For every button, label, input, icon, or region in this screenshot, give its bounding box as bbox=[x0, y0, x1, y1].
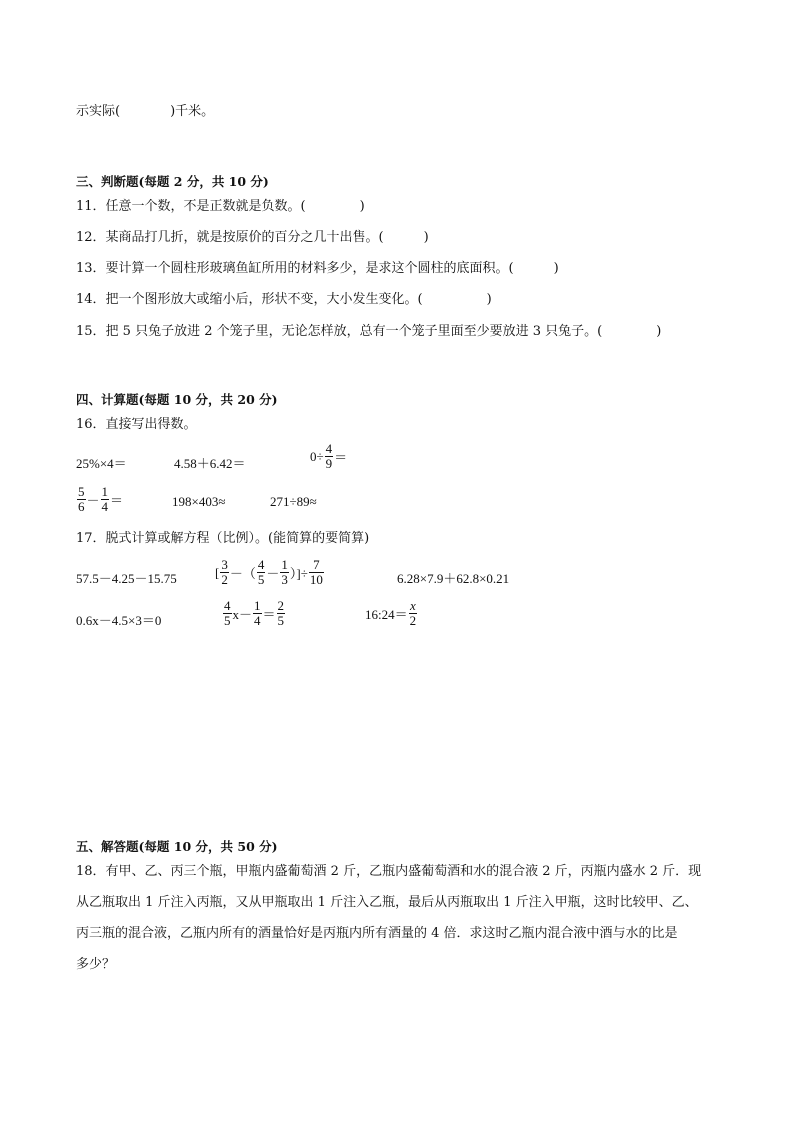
operator: － bbox=[266, 566, 280, 581]
numerator: 1 bbox=[281, 557, 288, 572]
q16-expr-6: 271÷89≈ bbox=[270, 494, 317, 509]
numerator: 7 bbox=[313, 557, 320, 572]
expr-text: 16:24＝ bbox=[365, 607, 408, 622]
denominator: 4 bbox=[101, 499, 109, 514]
denominator: 10 bbox=[309, 572, 323, 587]
item-text: 某商品打几折，就是按原价的百分之几十出售。( bbox=[105, 230, 384, 245]
item-close: ) bbox=[656, 324, 662, 339]
q16-expr-2: 4.58＋6.42＝ bbox=[174, 456, 246, 471]
bracket: [ bbox=[215, 564, 220, 580]
item-text: 把一个图形放大或缩小后，形状不变，大小发生变化。( bbox=[105, 292, 423, 307]
numerator: 4 bbox=[224, 598, 231, 613]
intro-text-a: 示实际( bbox=[76, 104, 121, 119]
numerator: 3 bbox=[221, 557, 228, 572]
denominator: 4 bbox=[254, 613, 261, 628]
question-16: 16．直接写出得数。 bbox=[76, 417, 197, 432]
operator: ＝ bbox=[262, 607, 276, 622]
question-18-line-2: 从乙瓶取出 1 斤注入丙瓶，又从甲瓶取出 1 斤注入乙瓶，最后从丙瓶取出 1 斤注入甲瓶，这时比较甲、乙、 bbox=[76, 895, 698, 910]
numerator: 4 bbox=[257, 557, 265, 572]
numerator: 1 bbox=[101, 484, 109, 499]
q16-expr-5: 198×403≈ bbox=[172, 494, 226, 509]
denominator: 5 bbox=[257, 572, 265, 587]
fraction bbox=[277, 599, 286, 628]
item-number: 14． bbox=[76, 292, 106, 307]
denominator: 9 bbox=[325, 456, 333, 471]
item-number: 15． bbox=[76, 324, 106, 339]
q17-expr-2 bbox=[215, 558, 325, 587]
item-close: ) bbox=[486, 292, 492, 307]
q16-expr-1: 25%×4＝ bbox=[76, 456, 127, 471]
bracket: ）]÷ bbox=[289, 566, 308, 581]
denominator: 6 bbox=[78, 499, 85, 514]
item-close: ) bbox=[359, 199, 365, 214]
judge-item-12 bbox=[76, 230, 429, 246]
section3-heading: 三、判断题(每题 2 分，共 10 分) bbox=[76, 174, 269, 189]
fraction bbox=[220, 558, 229, 587]
question-17: 17．脱式计算或解方程（比例）。(能简算的要简算) bbox=[76, 531, 370, 546]
fraction bbox=[77, 485, 86, 514]
item-text: 要计算一个圆柱形玻璃鱼缸所用的材料多少，是求这个圆柱的底面积。( bbox=[105, 261, 514, 276]
fraction bbox=[257, 558, 266, 587]
expr-text: 0÷ bbox=[310, 448, 324, 464]
numerator: 2 bbox=[277, 598, 285, 613]
denominator: 2 bbox=[221, 572, 228, 587]
intro-line bbox=[76, 104, 214, 120]
section5-heading: 五、解答题(每题 10 分，共 50 分) bbox=[76, 839, 278, 854]
question-18-line-4: 多少？ bbox=[76, 957, 116, 972]
q16-expr-4 bbox=[76, 485, 123, 514]
judge-item-11 bbox=[76, 199, 365, 215]
judge-item-15 bbox=[76, 324, 661, 340]
q16-expr-3 bbox=[310, 442, 347, 471]
numerator: 1 bbox=[254, 598, 261, 613]
operator: －（ bbox=[229, 566, 256, 581]
question-18-line-1: 18．有甲、乙、丙三个瓶，甲瓶内盛葡萄酒 2 斤，乙瓶内盛葡萄酒和水的混合液 2 斤，丙瓶内盛水 2 斤．现 bbox=[76, 864, 702, 879]
question-18-line-3: 丙三瓶的混合液，乙瓶内所有的酒量恰好是丙瓶内所有酒量的 4 倍．求这时乙瓶内混合液中酒与水的比是 bbox=[76, 926, 678, 941]
expr-text: ＝ bbox=[110, 493, 124, 508]
denominator: 3 bbox=[281, 572, 288, 587]
q17-expr-3: 6.28×7.9＋62.8×0.21 bbox=[397, 571, 510, 586]
q17-expr-4: 0.6x－4.5×3＝0 bbox=[76, 613, 162, 628]
section4-heading: 四、计算题(每题 10 分，共 20 分) bbox=[76, 392, 278, 407]
fraction bbox=[101, 485, 110, 514]
numerator: x bbox=[409, 598, 416, 613]
item-text: 把 5 只兔子放进 2 个笼子里，无论怎样放，总有一个笼子里面至少要放进 3 只兔子。( bbox=[105, 324, 603, 339]
denominator: 5 bbox=[277, 613, 285, 628]
expr-text: x－ bbox=[232, 607, 253, 622]
q17-expr-6 bbox=[365, 599, 418, 628]
intro-text-b: )千米。 bbox=[170, 104, 215, 119]
item-number: 11． bbox=[76, 199, 106, 214]
denominator: 5 bbox=[224, 613, 231, 628]
numerator: 5 bbox=[78, 484, 85, 499]
fraction bbox=[280, 558, 289, 587]
fraction bbox=[309, 558, 324, 587]
fraction bbox=[223, 599, 232, 628]
item-number: 13． bbox=[76, 261, 106, 276]
q17-expr-5 bbox=[222, 599, 286, 628]
item-close: ) bbox=[553, 261, 559, 276]
q17-expr-1: 57.5－4.25－15.75 bbox=[76, 571, 177, 586]
fraction bbox=[325, 442, 334, 471]
expr-text: ＝ bbox=[334, 450, 348, 465]
judge-item-13 bbox=[76, 261, 559, 277]
judge-item-14 bbox=[76, 292, 492, 308]
denominator: 2 bbox=[409, 613, 417, 628]
item-text: 任意一个数，不是正数就是负数。( bbox=[105, 199, 306, 214]
operator: － bbox=[86, 493, 100, 508]
fraction bbox=[409, 599, 418, 628]
fraction bbox=[253, 599, 262, 628]
numerator: 4 bbox=[325, 441, 333, 456]
item-number: 12． bbox=[76, 230, 106, 245]
item-close: ) bbox=[423, 230, 429, 245]
